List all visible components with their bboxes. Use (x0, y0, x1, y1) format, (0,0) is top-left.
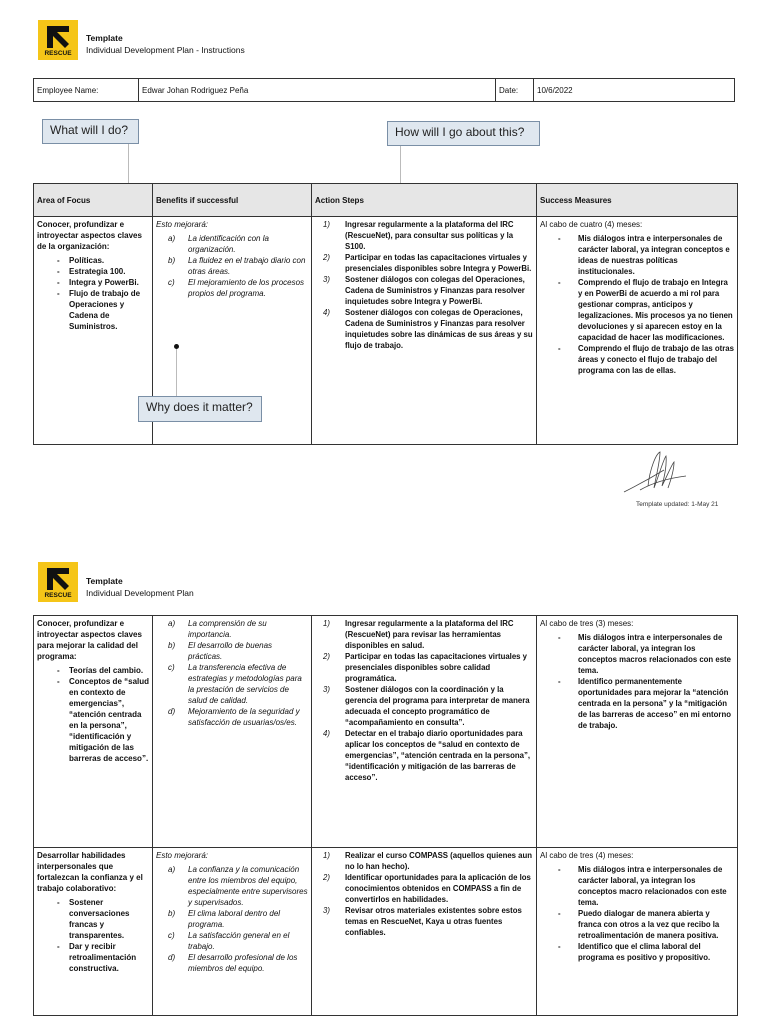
employee-label: Employee Name: (34, 79, 139, 102)
actions-cell (312, 616, 537, 848)
list-item (319, 684, 533, 728)
list-marker: 3) (323, 906, 330, 915)
list-marker: c) (168, 278, 175, 287)
list-text: El desarrollo profesional de los miembros del equipo. (188, 953, 298, 973)
list-item (319, 307, 533, 351)
list-item: - Comprendo el flujo de trabajo en Integra y en PowerBi de acuerdo a mi rol para gestionar compras, anticipos y legalizaciones. Mis procesos ya no tienen devoluciones y si aparecen estoy en la capacidad de hacer las modificaciones. (546, 277, 734, 343)
logo-word: RESCUE (44, 592, 72, 599)
date-label: Date: (496, 79, 534, 102)
list-marker: 1) (323, 619, 330, 628)
arrow-logo-icon (43, 566, 73, 592)
list-marker: d) (168, 707, 176, 716)
list-marker: c) (168, 931, 175, 940)
connector-line (176, 349, 177, 397)
page2-header (86, 575, 194, 599)
list-marker: 2) (323, 652, 330, 661)
measures-cell (537, 848, 738, 1016)
employee-info-table (33, 78, 735, 102)
list-text: Sostener diálogos con colegas del Operaciones, Cadena de Suministros y Finanzas para resolver inquietudes sobre Integra y PowerBi. (345, 275, 525, 306)
header-template: Template (86, 576, 123, 586)
list-marker: 2) (323, 253, 330, 262)
callout-how: How will I go about this? (387, 121, 540, 146)
col-benefits: Benefits if successful (153, 184, 312, 217)
list-item: - Comprendo el flujo de trabajo de las otras áreas y conecto el flujo de trabajo del programa con las de ellas. (546, 343, 734, 376)
benefits-list (168, 233, 308, 299)
focus-intro: Conocer, profundizar e introyectar aspectos claves de la organización: (37, 220, 142, 251)
list-item (319, 651, 533, 684)
actions-list (319, 850, 533, 938)
list-item (168, 255, 308, 277)
header-template: Template (86, 33, 123, 43)
list-marker: b) (168, 909, 176, 918)
list-marker: 4) (323, 308, 330, 317)
list-text: La confianza y la comunicación entre los miembros del equipo, especialmente entre supervisores y supervisados. (188, 865, 308, 907)
list-item (168, 618, 308, 640)
list-marker: a) (168, 865, 176, 874)
benefits-list (168, 864, 308, 974)
list-item (168, 952, 308, 974)
list-marker: 1) (323, 220, 330, 229)
focus-intro: Conocer, profundizar e introyectar aspectos claves para mejorar la calidad del programa: (37, 619, 142, 661)
list-text: La satisfacción general en el trabajo. (188, 931, 290, 951)
list-text: Mejoramiento de la seguridad y satisfacción de usuarias/os/es. (188, 707, 300, 727)
benefits-cell (153, 616, 312, 848)
measures-list (546, 233, 734, 376)
measures-cell (537, 217, 738, 445)
page1-header (86, 32, 245, 56)
measure-intro: Al cabo de tres (4) meses: (540, 851, 634, 860)
list-item: - Sostener conversaciones francas y transparentes. (47, 897, 149, 941)
focus-cell (34, 217, 153, 445)
list-item (168, 277, 308, 299)
focus-list (47, 897, 149, 974)
list-item (168, 908, 308, 930)
list-marker: b) (168, 256, 176, 265)
list-text: Ingresar regularmente a la plataforma del IRC (RescueNet) para revisar las herramientas disponibles en salud. (345, 619, 514, 650)
list-text: La comprensión de su importancia. (188, 619, 267, 639)
callout-why: Why does it matter? (138, 396, 262, 422)
list-marker: 1) (323, 851, 330, 860)
list-marker: c) (168, 663, 175, 672)
list-marker: a) (168, 619, 176, 628)
col-action-steps: Action Steps (312, 184, 537, 217)
focus-cell (34, 848, 153, 1016)
list-item: - Estrategia 100. (47, 266, 149, 277)
list-text: Revisar otros materiales existentes sobre estos temas en RescueNet, Kaya u otras fuentes confiables. (345, 906, 522, 937)
col-area-of-focus: Area of Focus (34, 184, 153, 217)
measures-list (546, 864, 734, 963)
list-item: - Integra y PowerBi. (47, 277, 149, 288)
list-item (168, 640, 308, 662)
measure-intro: Al cabo de tres (3) meses: (540, 619, 634, 628)
list-item (319, 219, 533, 252)
connector-line (128, 144, 129, 188)
list-text: El desarrollo de buenas prácticas. (188, 641, 273, 661)
list-text: El mejoramiento de los procesos propios del programa. (188, 278, 305, 298)
list-marker: 2) (323, 873, 330, 882)
list-marker: 3) (323, 275, 330, 284)
list-text: Ingresar regularmente a la plataforma del IRC (RescueNet), para consultar sus políticas y la S100. (345, 220, 514, 251)
list-text: La fluidez en el trabajo diario con otras áreas. (188, 256, 306, 276)
list-marker: 3) (323, 685, 330, 694)
list-item (168, 662, 308, 706)
connector-line (400, 146, 401, 188)
list-text: El clima laboral dentro del programa. (188, 909, 281, 929)
list-text: Detectar en el trabajo diario oportunidades para aplicar los conceptos de “salud en contexto de emergencias”, “atención centrada en la persona”, “identificación y mitigación de las barreras de acceso”. (345, 729, 531, 782)
callout-what: What will I do? (42, 119, 139, 144)
irc-logo (38, 562, 78, 602)
benefits-cell (153, 848, 312, 1016)
actions-cell (312, 217, 537, 445)
list-marker: d) (168, 953, 176, 962)
plan-table-page2 (33, 615, 738, 1016)
list-item: - Dar y recibir retroalimentación constructiva. (47, 941, 149, 974)
list-marker: b) (168, 641, 176, 650)
list-item: - Mis diálogos intra e interpersonales de carácter laboral, ya integran los conceptos macro relacionados con este tema. (546, 864, 734, 908)
list-item (319, 905, 533, 938)
list-item: - Identifico permanentemente oportunidades para mejorar la “atención centrada en la persona” y la “mitigación de las barreras de acceso” en mi entorno de trabajo. (546, 676, 734, 731)
benefit-intro: Esto mejorará: (156, 220, 209, 229)
template-updated-note: Template updated: 1-May 21 (636, 501, 719, 508)
list-item (319, 872, 533, 905)
measure-intro: Al cabo de cuatro (4) meses: (540, 220, 643, 229)
date-value: 10/6/2022 (534, 79, 735, 102)
list-marker: 4) (323, 729, 330, 738)
list-item (319, 618, 533, 651)
arrow-logo-icon (43, 24, 73, 50)
header-title: Individual Development Plan - Instructions (86, 45, 245, 55)
list-item: - Políticas. (47, 255, 149, 266)
list-item (319, 274, 533, 307)
list-text: Sostener diálogos con la coordinación y la gerencia del programa para interpretar de manera adecuada el concepto programático de “acompañamiento en consulta”. (345, 685, 530, 727)
actions-cell (312, 848, 537, 1016)
actions-list (319, 219, 533, 351)
focus-list (47, 665, 149, 764)
list-item: - Puedo dialogar de manera abierta y franca con otros a la vez que recibo la retroalimentación de manera positiva. (546, 908, 734, 941)
list-item: - Mis diálogos intra e interpersonales de carácter laboral, ya integran los conceptos macros relacionados con este tema. (546, 632, 734, 676)
focus-intro: Desarrollar habilidades interpersonales que fortalezcan la confianza y el trabajo colaborativo: (37, 851, 143, 893)
irc-logo (38, 20, 78, 60)
list-item (168, 930, 308, 952)
signature-image (620, 448, 690, 498)
focus-list (47, 255, 149, 332)
col-success-measures: Success Measures (537, 184, 738, 217)
logo-word: RESCUE (44, 50, 72, 57)
list-item (319, 850, 533, 872)
list-marker: a) (168, 234, 176, 243)
actions-list (319, 618, 533, 783)
measures-list (546, 632, 734, 731)
list-item (168, 864, 308, 908)
list-item: - Conceptos de “salud en contexto de emergencias”, “atención centrada en la persona”, “identificación y mitigación de las barreras de acceso”. (47, 676, 149, 764)
list-item: - Mis diálogos intra e interpersonales de carácter laboral, ya integran conceptos e ideas de nuestras políticas institucionales. (546, 233, 734, 277)
benefit-intro: Esto mejorará: (156, 851, 209, 860)
employee-value: Edwar Johan Rodriguez Peña (139, 79, 496, 102)
list-item: - Identifico que el clima laboral del programa es positivo y propositivo. (546, 941, 734, 963)
list-item (319, 252, 533, 274)
list-item (168, 233, 308, 255)
list-text: La transferencia efectiva de estrategias y metodologías para la prestación de servicios de salud de calidad. (188, 663, 302, 705)
list-item (168, 706, 308, 728)
list-text: Participar en todas las capacitaciones virtuales y presenciales disponibles sobre Integra y PowerBi. (345, 253, 532, 273)
list-item: - Teorías del cambio. (47, 665, 149, 676)
list-text: Identificar oportunidades para la aplicación de los conocimientos obtenidos en COMPASS a fin de convertirlos en habilidades. (345, 873, 531, 904)
list-item (319, 728, 533, 783)
list-text: Participar en todas las capacitaciones virtuales y presenciales disponibles sobre calidad programática. (345, 652, 528, 683)
measures-cell (537, 616, 738, 848)
list-text: Realizar el curso COMPASS (aquellos quienes aun no lo han hecho). (345, 851, 533, 871)
list-item: - Flujo de trabajo de Operaciones y Cadena de Suministros. (47, 288, 149, 332)
list-text: La identificación con la organización. (188, 234, 269, 254)
benefits-list (168, 618, 308, 728)
focus-cell (34, 616, 153, 848)
header-title: Individual Development Plan (86, 588, 194, 598)
list-text: Sostener diálogos con colegas de Operaciones, Cadena de Suministros y Finanzas para resolver inquietudes sobre las dinámicas de sus áreas y su flujo de trabajo. (345, 308, 533, 350)
